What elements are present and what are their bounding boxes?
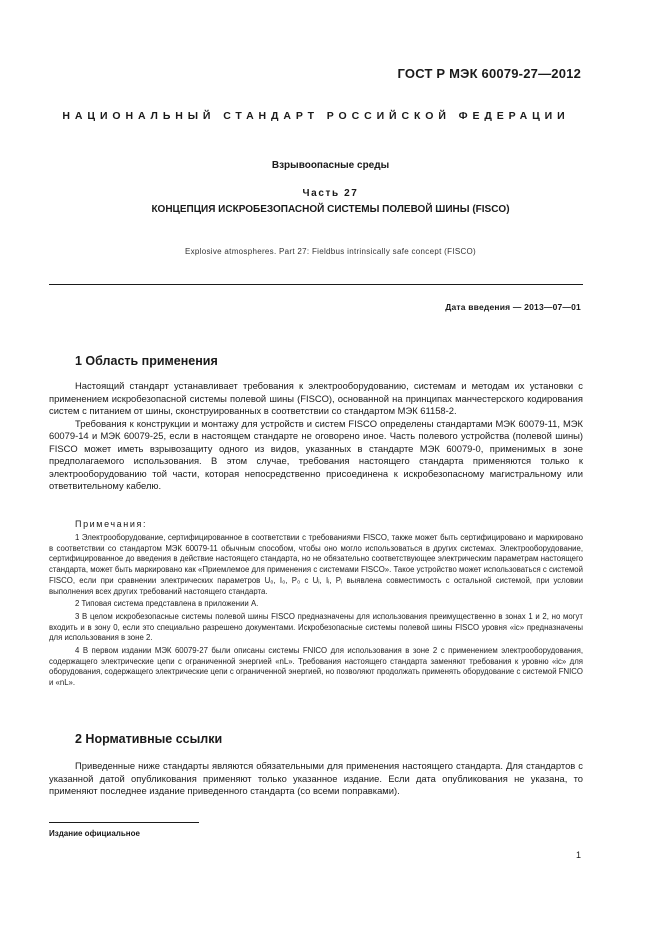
notes-list	[49, 533, 583, 691]
page-number: 1	[575, 850, 581, 860]
footer-divider	[49, 822, 199, 823]
document-part: Часть 27	[302, 188, 359, 199]
document-subject: Взрывоопасные среды	[271, 160, 390, 171]
note-item: 3 В целом искробезопасные системы полевой шины FISCO предназначены для использования преимущественно в зонах 1 и 2, но могут входить и в зону 0, если это специально разрешено документами. Искробезопасные системы полевой шины FISCO уровня «ic» предназначены для использования в зоне 2.	[49, 611, 583, 643]
note-item: 4 В первом издании МЭК 60079-27 были описаны системы FNICO для использования в зоне 2 с применением электрооборудования, содержащего электрические цепи с ограниченной энергией «nL». Требования настоящего стандарта заменяют требования к уровню «ic» для оборудования, содержащего электрические цепи с ограниченной энергией, но позволяют продолжать применять оборудование с системой FNICO и «nL».	[49, 646, 583, 688]
note-item: 2 Типовая система представлена в приложении А.	[75, 599, 259, 609]
section-1-body	[49, 380, 583, 493]
paragraph: Требования к конструкции и монтажу для устройств и систем FISCO определены стандартами МЭК 60079-11, МЭК 60079-14 и МЭК 60079-25, если в настоящем стандарте не оговорено иное. Часть полевого устройства (полевой шины) FISCO может иметь взрывозащиту одного из видов, указанных в стандарте МЭК 60079-0, применимых в зоне предполагаемого использования. В этом случае, требования настоящего стандарта применяются только к электрооборудованию той части, которая непосредственно присоединена к искробезопасному магистральному или ответвительному кабелю.	[49, 417, 583, 491]
paragraph: Приведенные ниже стандарты являются обязательными для применения настоящего стандарта. Для стандартов с указанной датой опубликования применяют только указанное издание. Если дата опубликования не указана, то применяют последнее издание приведенного стандарта (со всеми поправками).	[49, 760, 583, 796]
section-2-heading: 2 Нормативные ссылки	[75, 732, 223, 746]
document-code: ГОСТ Р МЭК 60079-27—2012	[397, 66, 581, 81]
edition-label: Издание официальное	[49, 829, 140, 838]
national-standard-banner: НАЦИОНАЛЬНЫЙ СТАНДАРТ РОССИЙСКОЙ ФЕДЕРАЦИИ	[62, 110, 570, 122]
section-2-body	[49, 760, 583, 798]
english-title: Explosive atmospheres. Part 27: Fieldbus intrinsically safe concept (FISCO)	[184, 247, 477, 256]
section-1-heading: 1 Область применения	[75, 354, 218, 368]
note-item: 1 Электрооборудование, сертифицированное в соответствии с требованиями FISCO, также может быть сертифицировано и маркировано в соответствии со стандартом МЭК 60079-11 обычным способом, чтобы оно могло использоваться в других системах. Электрооборудование, сертифицированное до введения в действие настоящего стандарта, но не обязательно соответствующее электрическим параметрам настоящего стандарта, может быть маркировано как «Приемлемое для применения с системами FISCO». Такое устройство может использоваться с системой FISCO, если при сравнении электрических параметров U₀, I₀, P₀ с Uᵢ, Iᵢ, Pᵢ выявлена совместимость с остальной системой, при условии выполнения всех других требований настоящего стандарта.	[49, 533, 583, 596]
introduction-date: Дата введения — 2013—07—01	[445, 302, 581, 312]
notes-title: Примечания:	[75, 519, 148, 529]
document-title: КОНЦЕПЦИЯ ИСКРОБЕЗОПАСНОЙ СИСТЕМЫ ПОЛЕВОЙ ШИНЫ (FISCO)	[151, 204, 510, 215]
title-divider	[49, 284, 583, 285]
paragraph: Настоящий стандарт устанавливает требования к электрооборудованию, системам и методам их установки с применением искробезопасной системы полевой шины (FISCO), основанной на принципах манчестерского кодирования систем с питанием от шины, сконструированных в соответствии со стандартом МЭК 61158-2.	[49, 380, 583, 416]
